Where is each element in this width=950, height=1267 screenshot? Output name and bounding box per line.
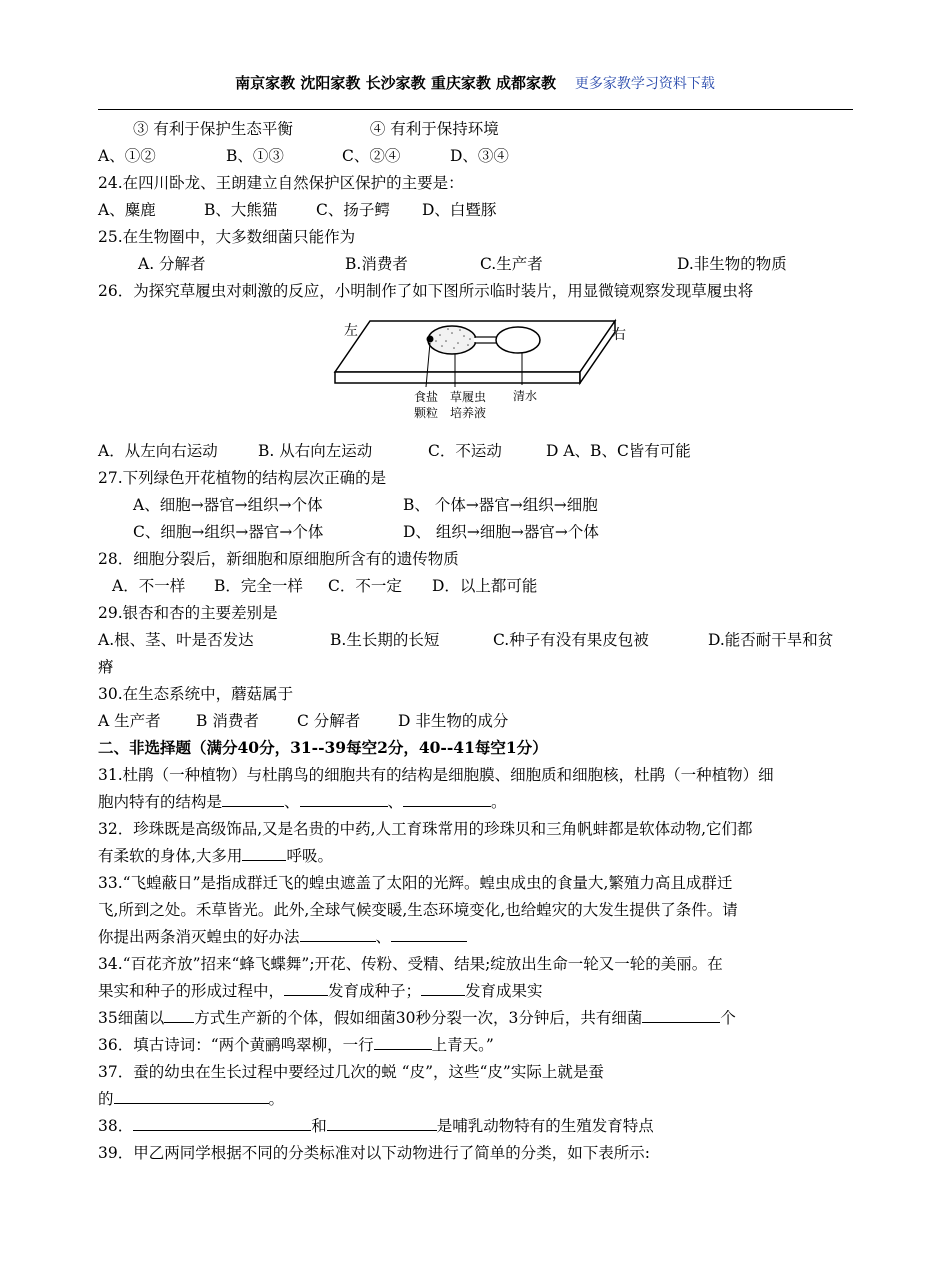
q31-blank-1[interactable] bbox=[222, 792, 284, 807]
q33-blank-2[interactable] bbox=[391, 927, 467, 942]
q37-line1: 37．蚕的幼虫在生长过程中要经过几次的蜕 “皮”，这些“皮”实际上就是蚕 bbox=[98, 1063, 604, 1081]
q32-blank[interactable] bbox=[242, 846, 286, 861]
q31-line1: 31.杜鹃（一种植物）与杜鹃鸟的细胞共有的结构是细胞膜、细胞质和细胞核，杜鹃（一种植物）细 bbox=[98, 766, 774, 784]
q25-choice-c: C.生产者 bbox=[480, 255, 543, 273]
q30-choices bbox=[98, 711, 508, 731]
q26-choice-d: D A、B、C皆有可能 bbox=[546, 442, 691, 460]
q30-choice-d: D 非生物的成分 bbox=[398, 712, 509, 730]
header-more-link[interactable]: 更多家教学习资料下载 bbox=[574, 76, 715, 92]
q26-choice-a: A．从左向右运动 bbox=[98, 442, 218, 460]
salt-granule bbox=[427, 336, 434, 343]
q29-choice-b: B.生长期的长短 bbox=[330, 631, 440, 649]
label-right: 右 bbox=[612, 327, 626, 343]
q24-choice-a: A、麋鹿 bbox=[98, 201, 156, 219]
q38-blank-2[interactable] bbox=[327, 1116, 437, 1131]
q24-choices bbox=[98, 200, 496, 220]
label-left: 左 bbox=[344, 323, 358, 339]
q23-choice-b: B、①③ bbox=[226, 147, 284, 165]
q23-choice-d: D、③④ bbox=[450, 147, 509, 165]
label-culture-2: 培养液 bbox=[450, 406, 487, 420]
q34-line2: 果实和种子的形成过程中， 发育成种子； 发育成果实 bbox=[98, 982, 543, 1000]
page-header bbox=[0, 72, 950, 93]
q31-line2: 胞内特有的结构是 、 、 。 bbox=[98, 793, 507, 811]
header-sites: 南京家教 沈阳家教 长沙家教 重庆家教 成都家教 bbox=[235, 74, 557, 92]
q31-blank-2[interactable] bbox=[300, 792, 388, 807]
q37-blank[interactable] bbox=[114, 1089, 269, 1104]
q30-stem: 30.在生态系统中，蘑菇属于 bbox=[98, 685, 294, 703]
q35-blank-2[interactable] bbox=[642, 1008, 720, 1023]
label-salt-1: 食盐 bbox=[414, 390, 439, 404]
q24-stem: 24.在四川卧龙、王朗建立自然保护区保护的主要是： bbox=[98, 174, 464, 192]
q26-stem: 26．为探究草履虫对刺激的反应，小明制作了如下图所示临时装片，用显微镜观察发现草履虫将 bbox=[98, 282, 754, 300]
q28-stem: 28．细胞分裂后，新细胞和原细胞所含有的遗传物质 bbox=[98, 550, 459, 568]
q25-choice-d: D.非生物的物质 bbox=[677, 255, 787, 273]
q26-choices bbox=[98, 441, 691, 461]
q23-option-3: ③ 有利于保护生态平衡 bbox=[133, 120, 293, 138]
q39-stem: 39．甲乙两同学根据不同的分类标准对以下动物进行了简单的分类，如下表所示: bbox=[98, 1144, 650, 1162]
q34-blank-2[interactable] bbox=[421, 981, 465, 996]
q27-choice-b: B、 个体→器官→组织→细胞 bbox=[403, 496, 598, 514]
q36-blank[interactable] bbox=[374, 1035, 432, 1050]
q33-line3: 你提出两条消灭蝗虫的好办法 、 bbox=[98, 927, 467, 947]
q30-choice-c: C 分解者 bbox=[297, 712, 361, 730]
water-drop bbox=[496, 327, 540, 353]
q23-option-4: ④ 有利于保持环境 bbox=[369, 120, 499, 138]
q25-choices bbox=[138, 254, 787, 274]
q30-choice-a: A 生产者 bbox=[98, 712, 161, 730]
header-rule bbox=[98, 109, 853, 110]
slide-top-face bbox=[335, 321, 615, 372]
q24-choice-b: B、大熊猫 bbox=[204, 201, 278, 219]
q29-choice-d: D.能否耐干旱和贫 bbox=[708, 631, 834, 649]
q27-choice-d: D、 组织→细胞→器官→个体 bbox=[403, 523, 599, 541]
q37-line2: 的 。 bbox=[98, 1090, 285, 1108]
q35-blank-1[interactable] bbox=[164, 1008, 194, 1023]
q23-choice-a: A、①② bbox=[98, 147, 156, 165]
q32-line1: 32．珍珠既是高级饰品,又是名贵的中药,人工育珠常用的珍珠贝和三角帆蚌都是软体动物,它们都 bbox=[98, 820, 753, 838]
q23-options-line bbox=[133, 119, 499, 139]
q28-choice-d: D．以上都可能 bbox=[432, 577, 538, 595]
q30-choice-b: B 消费者 bbox=[196, 712, 259, 730]
slide-diagram bbox=[330, 305, 630, 430]
section-2-heading: 二、非选择题（满分40分，31--39每空2分，40--41每空1分） bbox=[98, 738, 548, 757]
culture-drop bbox=[428, 326, 476, 354]
q33-line2: 飞,所到之处。禾草皆光。此外,全球气候变暖,生态环境变化,也给蝗灾的大发生提供了条件。请 bbox=[98, 901, 738, 919]
q33-line1: 33.“飞蝗蔽日”是指成群迁飞的蝗虫遮盖了太阳的光辉。蝗虫成虫的食量大,繁殖力高且成群迁 bbox=[98, 874, 733, 892]
q29-choice-a: A.根、茎、叶是否发达 bbox=[98, 631, 254, 649]
q28-choice-b: B．完全一样 bbox=[214, 577, 303, 595]
q27-choices-row2 bbox=[133, 522, 599, 542]
q26-choice-b: B. 从右向左运动 bbox=[258, 442, 373, 460]
q36-line: 36．填古诗词：“两个黄鹂鸣翠柳，一行 上青天。” bbox=[98, 1036, 494, 1054]
q24-choice-d: D、白暨豚 bbox=[422, 201, 497, 219]
q33-blank-1[interactable] bbox=[300, 927, 376, 942]
q27-stem: 27.下列绿色开花植物的结构层次正确的是 bbox=[98, 469, 387, 487]
q32-line2: 有柔软的身体,大多用 呼吸。 bbox=[98, 847, 333, 865]
q38-blank-1[interactable] bbox=[133, 1116, 311, 1131]
q29-stem: 29.银杏和杏的主要差别是 bbox=[98, 604, 278, 622]
q24-choice-c: C、扬子鳄 bbox=[316, 201, 390, 219]
q31-blank-3[interactable] bbox=[403, 792, 491, 807]
label-water: 清水 bbox=[513, 389, 538, 403]
q34-blank-1[interactable] bbox=[284, 981, 328, 996]
q28-choice-c: C．不一定 bbox=[328, 577, 402, 595]
q26-choice-c: C．不运动 bbox=[428, 442, 502, 460]
q28-choices bbox=[112, 576, 537, 596]
q28-choice-a: A．不一样 bbox=[112, 577, 186, 595]
q23-choices bbox=[98, 146, 509, 166]
slide-front-face bbox=[335, 372, 580, 383]
q29-wrap: 瘠 bbox=[98, 658, 114, 676]
q25-choice-b: B.消费者 bbox=[345, 255, 408, 273]
q29-choices bbox=[98, 630, 833, 650]
q35-line: 35细菌以 方式生产新的个体，假如细菌30秒分裂一次，3分钟后，共有细菌 个 bbox=[98, 1009, 736, 1027]
q27-choices-row1 bbox=[133, 495, 598, 515]
q25-stem: 25.在生物圈中，大多数细菌只能作为 bbox=[98, 228, 356, 246]
q34-line1: 34.“百花齐放”招来“蜂飞蝶舞”;开花、传粉、受精、结果;绽放出生命一轮又一轮的美丽。在 bbox=[98, 955, 723, 973]
q25-choice-a: A. 分解者 bbox=[138, 255, 206, 273]
label-salt-2: 颗粒 bbox=[414, 406, 439, 420]
q29-choice-c: C.种子有没有果皮包被 bbox=[493, 631, 649, 649]
q23-choice-c: C、②④ bbox=[342, 147, 401, 165]
q27-choice-a: A、细胞→器官→组织→个体 bbox=[133, 496, 323, 514]
label-culture-1: 草履虫 bbox=[450, 390, 487, 404]
q38-line: 38． 和 是哺乳动物特有的生殖发育特点 bbox=[98, 1117, 654, 1135]
q27-choice-c: C、细胞→组织→器官→个体 bbox=[133, 523, 324, 541]
